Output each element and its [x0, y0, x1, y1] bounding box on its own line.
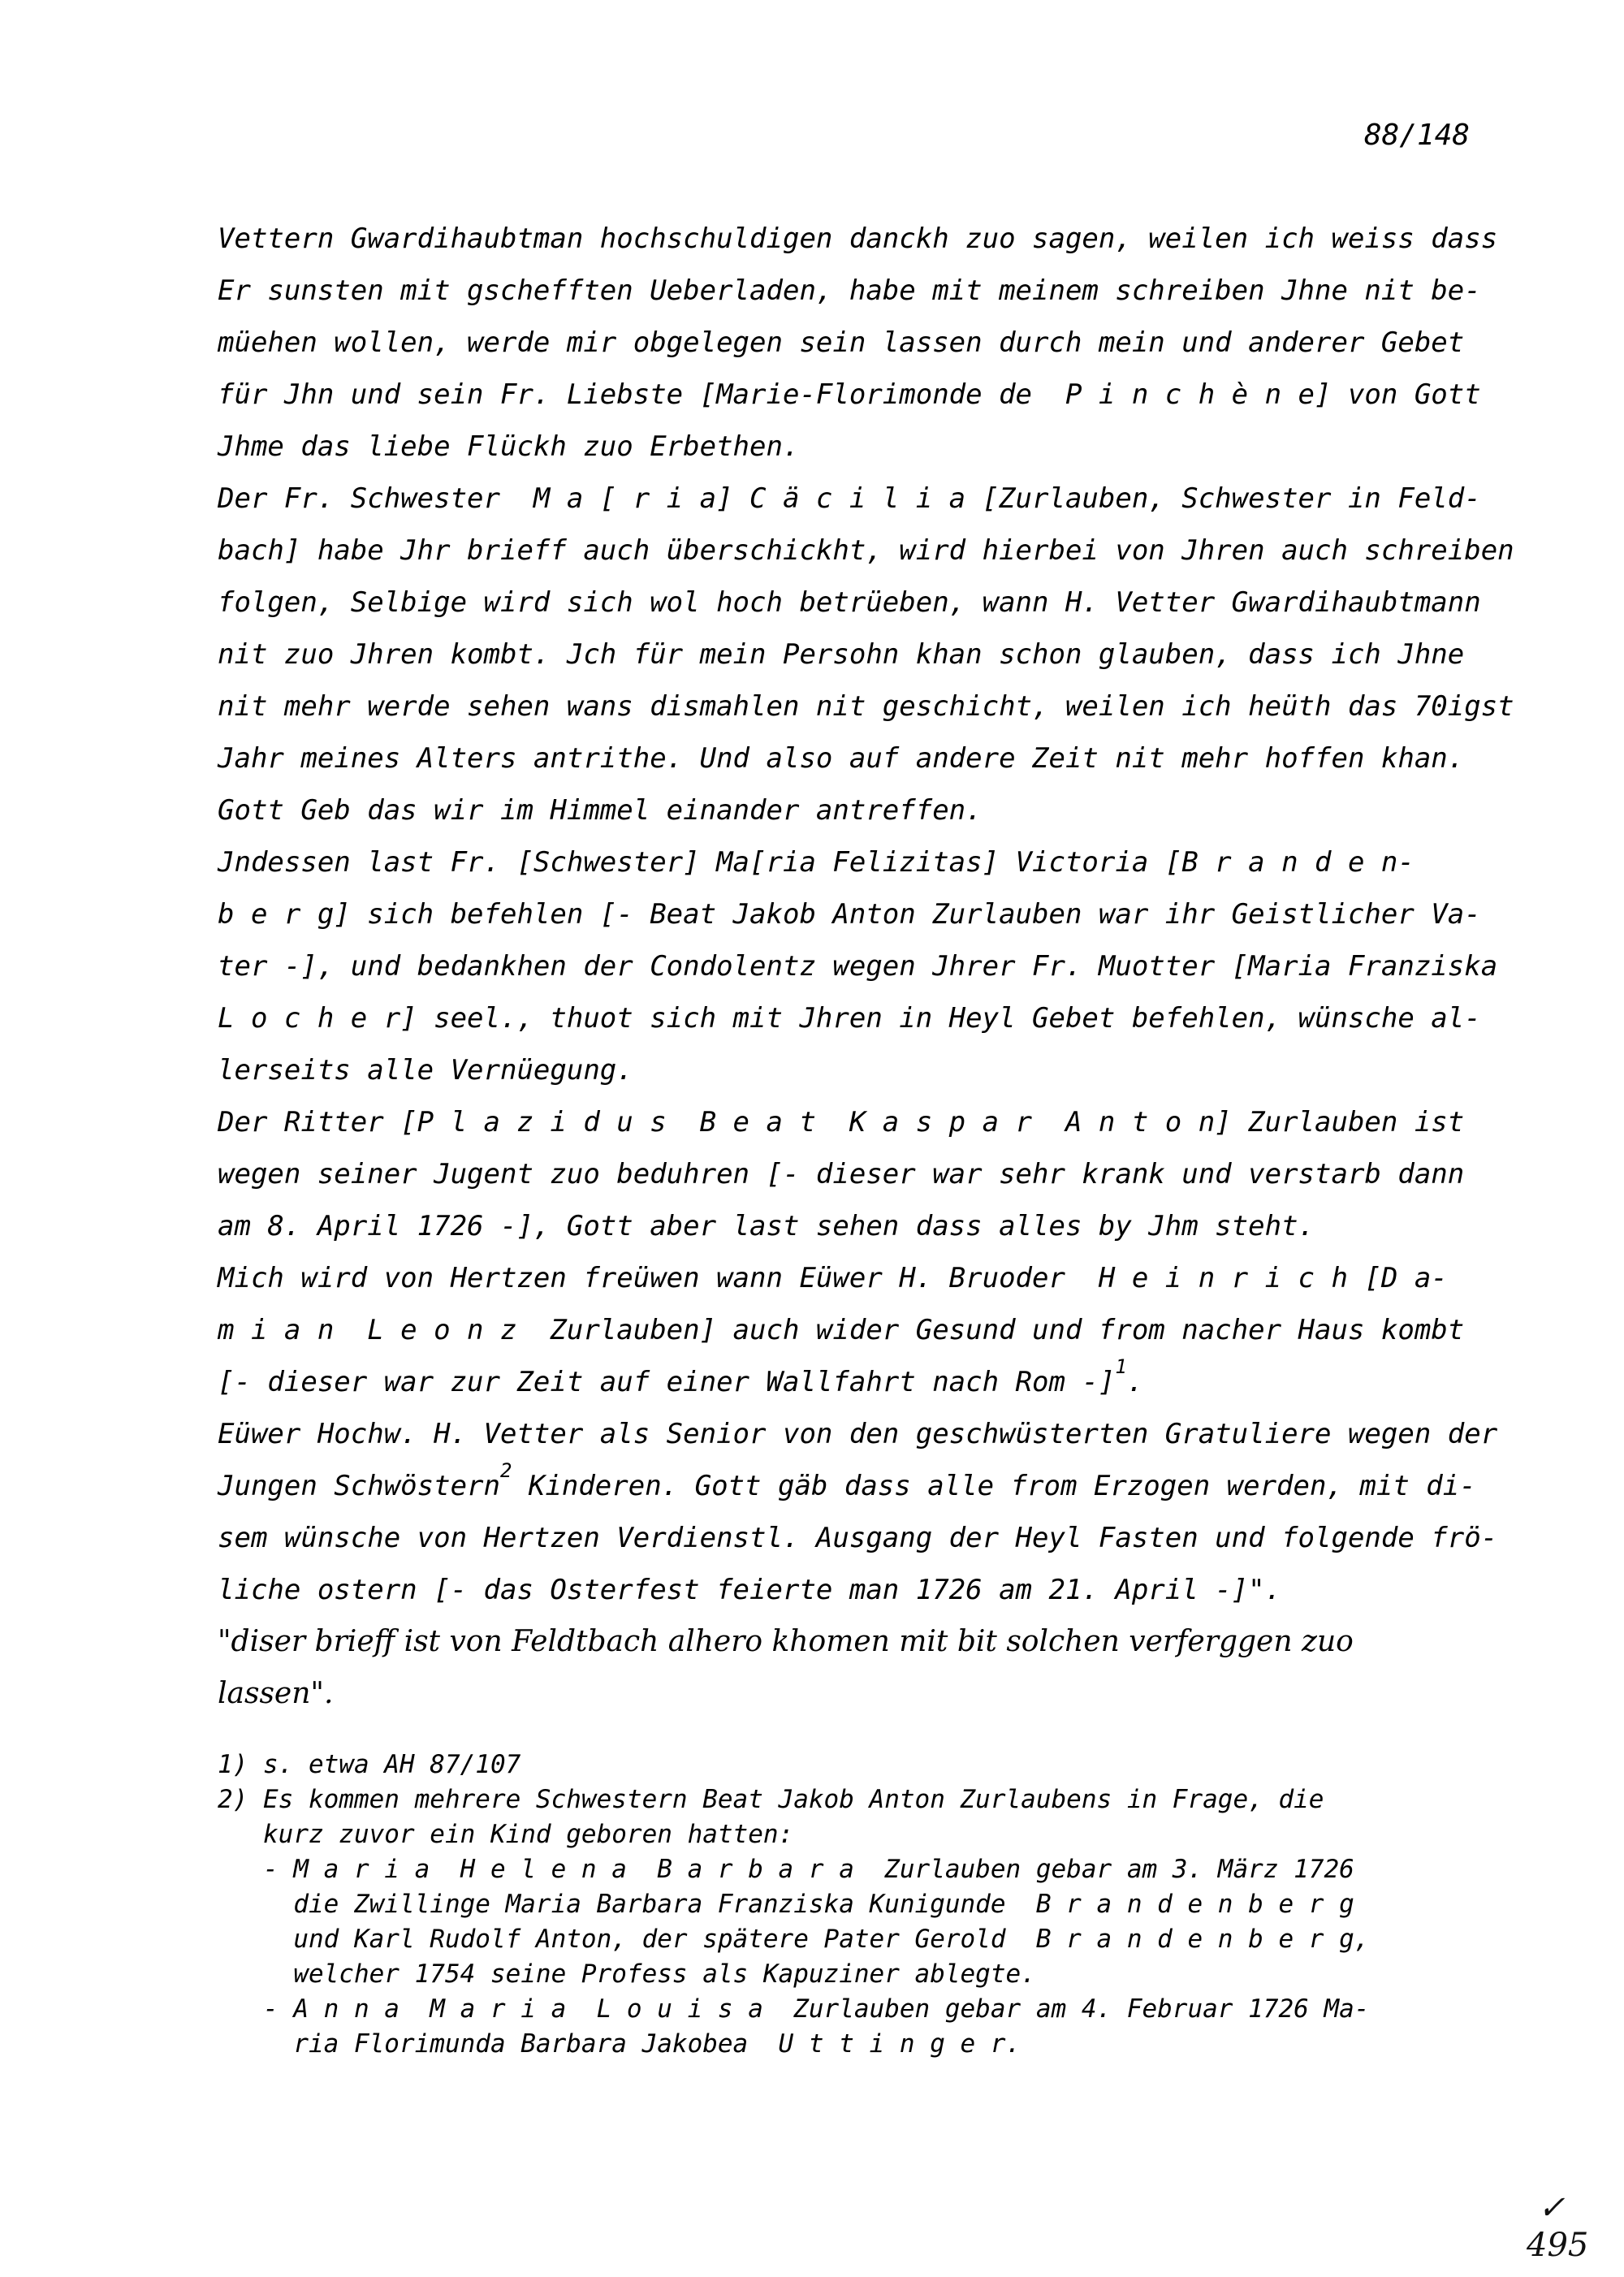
body-line-schwoestern	[218, 1460, 1517, 1512]
schwoestern-before: Jungen Schwöstern	[218, 1470, 500, 1502]
footnote-ref-1: 1	[1115, 1355, 1127, 1378]
footnote-line: - M a r i a H e l e n a B a r b a r a Zurlauben gebar am 3. März 1726	[218, 1855, 1354, 1884]
body-line: am 8. April 1726 -], Gott aber last sehen dass alles by Jhm steht.	[218, 1210, 1315, 1242]
body-line: Er sunsten mit gschefften Ueberladen, habe mit meinem schreiben Jhne nit be-	[218, 274, 1481, 307]
footnote-line: 2) Es kommen mehrere Schwestern Beat Jakob Anton Zurlaubens in Frage, die	[218, 1785, 1324, 1814]
body-line: lerseits alle Vernüegung.	[218, 1054, 633, 1087]
rom-text: [- dieser war zur Zeit auf einer Wallfahrt nach Rom -]	[218, 1366, 1116, 1398]
footnote-line: 1) s. etwa AH 87/107	[218, 1750, 521, 1779]
closing-quote-line: "diser brieff ist von Feldtbach alhero khomen mit bit solchen verferggen zuo	[218, 1625, 1354, 1658]
handwritten-annotation	[1527, 2189, 1588, 2264]
body-line: Gott Geb das wir im Himmel einander antreffen.	[218, 794, 983, 827]
body-line: sem wünsche von Hertzen Verdienstl. Ausgang der Heyl Fasten und folgende frö-	[218, 1522, 1498, 1554]
body-line: ter -], und bedankhen der Condolentz wegen Jhrer Fr. Muotter [Maria Franziska	[218, 950, 1498, 983]
page-number: 88/148	[1364, 119, 1471, 152]
body-line: folgen, Selbige wird sich wol hoch betrüeben, wann H. Vetter Gwardihaubtmann	[218, 586, 1481, 619]
letter-body	[218, 213, 1517, 1720]
body-line: nit mehr werde sehen wans dismahlen nit geschicht, weilen ich heüth das 70igst	[218, 690, 1514, 723]
body-line: wegen seiner Jugent zuo beduhren [- dieser war sehr krank und verstarb dann	[218, 1158, 1465, 1190]
body-line: liche ostern [- das Osterfest feierte man 1726 am 21. April -]".	[218, 1574, 1282, 1606]
body-line: Jahr meines Alters antrithe. Und also auf andere Zeit nit mehr hoffen khan.	[218, 742, 1465, 775]
footnote-line: ria Florimunda Barbara Jakobea U t t i n g e r.	[218, 2029, 1021, 2059]
body-line: Mich wird von Hertzen freüwen wann Eüwer H. Bruoder H e i n r i c h [D a-	[218, 1262, 1448, 1294]
body-line: Eüwer Hochw. H. Vetter als Senior von den geschwüsterten Gratuliere wegen der	[218, 1418, 1498, 1450]
body-line: müehen wollen, werde mir obgelegen sein lassen durch mein und anderer Gebet	[218, 326, 1465, 359]
body-line: Vettern Gwardihaubtman hochschuldigen danckh zuo sagen, weilen ich weiss dass	[218, 223, 1498, 255]
check-mark: ✓	[1538, 2189, 1566, 2227]
body-line: bach] habe Jhr brieff auch überschickht, wird hierbei von Jhren auch schreiben	[218, 534, 1514, 567]
body-line: L o c h e r] seel., thuot sich mit Jhren in Heyl Gebet befehlen, wünsche al-	[218, 1002, 1481, 1035]
body-line: für Jhn und sein Fr. Liebste [Marie-Florimonde de P i n c h è n e] von Gott	[218, 378, 1481, 411]
body-line: Jndessen last Fr. [Schwester] Ma[ria Felizitas] Victoria [B r a n d e n-	[218, 846, 1415, 879]
footnote-line: und Karl Rudolf Anton, der spätere Pater Gerold B r a n d e n b e r g,	[218, 1925, 1370, 1954]
body-line-rom	[218, 1356, 1517, 1408]
rom-after: .	[1126, 1366, 1144, 1398]
footnote-line: welcher 1754 seine Profess als Kapuziner ablegte.	[218, 1959, 1036, 1989]
footnote-line: die Zwillinge Maria Barbara Franziska Kunigunde B r a n d e n b e r g	[218, 1890, 1354, 1919]
body-line: nit zuo Jhren kombt. Jch für mein Persohn khan schon glauben, dass ich Jhne	[218, 638, 1465, 671]
footnote-line: kurz zuvor ein Kind geboren hatten:	[218, 1820, 794, 1849]
body-line: Jhme das liebe Flückh zuo Erbethen.	[218, 430, 800, 463]
body-line: Der Fr. Schwester M a [ r i a] C ä c i l i a [Zurlauben, Schwester in Feld-	[218, 482, 1481, 515]
closing-quote-line: lassen".	[218, 1677, 334, 1710]
footnote-line: - A n n a M a r i a L o u i s a Zurlauben gebar am 4. Februar 1726 Ma-	[218, 1994, 1370, 2024]
body-line: m i a n L e o n z Zurlauben] auch wider Gesund und from nacher Haus kombt	[218, 1314, 1465, 1346]
body-line: Der Ritter [P l a z i d u s B e a t K a s p a r A n t o n] Zurlauben ist	[218, 1106, 1465, 1138]
schwoestern-after: Kinderen. Gott gäb dass alle from Erzogen werden, mit di-	[512, 1470, 1476, 1502]
footnote-ref-2: 2	[500, 1459, 512, 1482]
footnotes	[218, 1748, 1517, 2062]
handwritten-number: 495	[1527, 2227, 1589, 2264]
body-line: b e r g] sich befehlen [- Beat Jakob Anton Zurlauben war ihr Geistlicher Va-	[218, 898, 1481, 931]
